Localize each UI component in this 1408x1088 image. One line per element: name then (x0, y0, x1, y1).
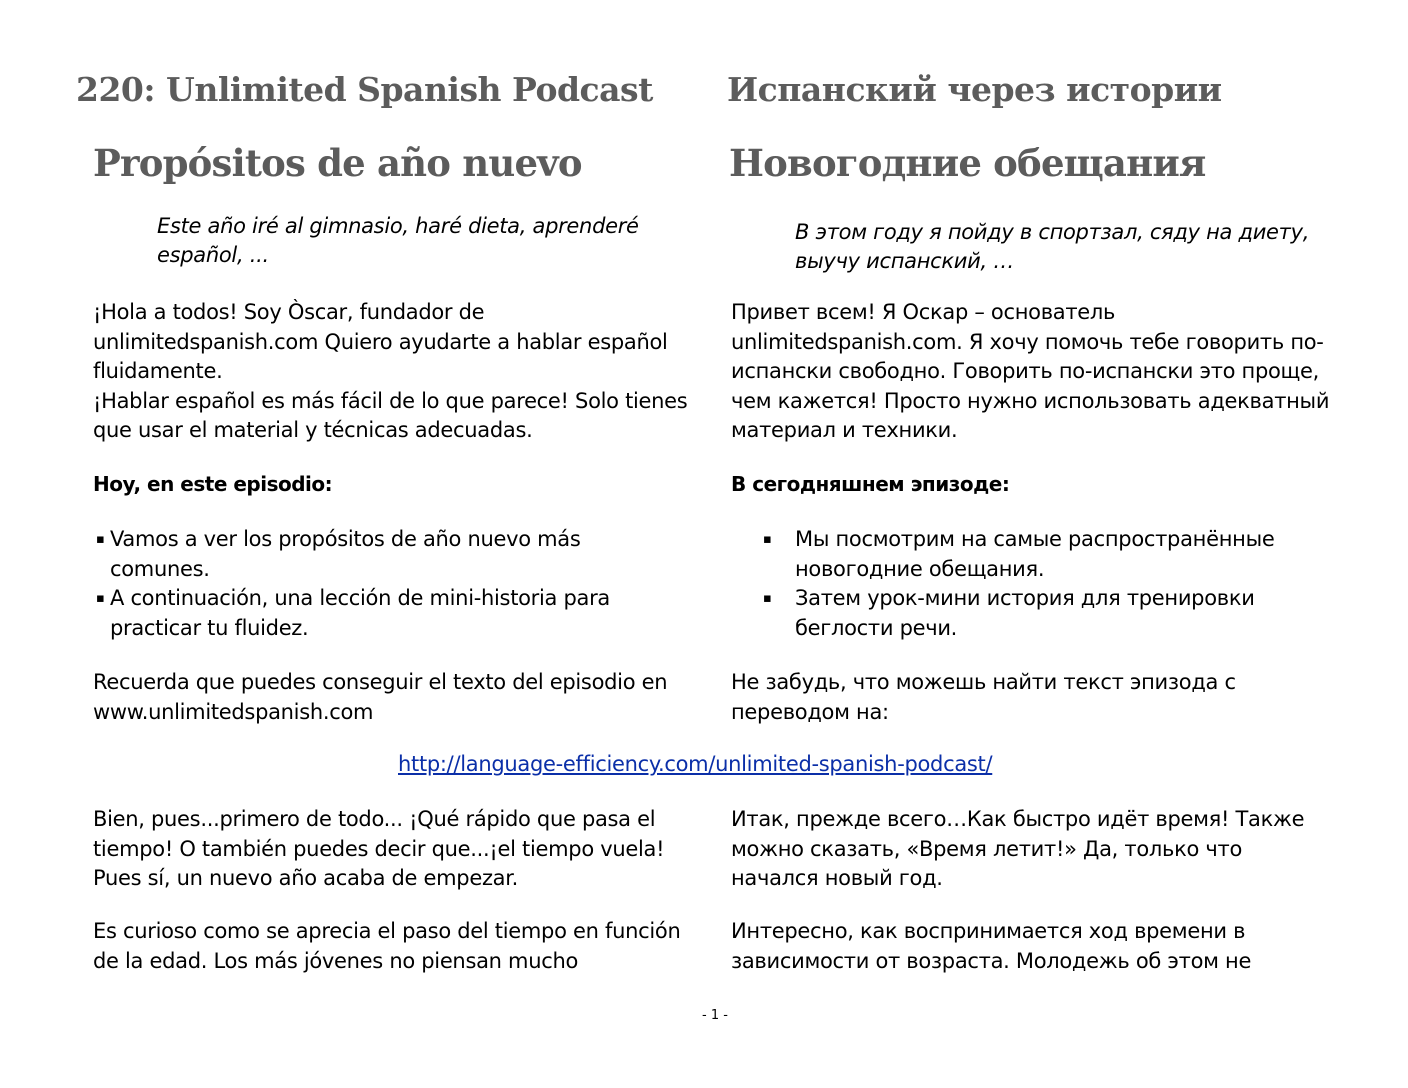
intro-es-line1: ¡Hola a todos! Soy Òscar, fundador de unlimitedspanish.com Quiero ayudarte a hablar español fluidamente. (93, 300, 668, 383)
reminder-es: Recuerda que puedes conseguir el texto del episodio en www.unlimitedspanish.com (93, 670, 668, 724)
intro-es (93, 298, 723, 446)
podcast-link[interactable]: http://language-efficiency.com/unlimited-spanish-podcast/ (398, 752, 993, 776)
bullet-icon: ▪ (96, 591, 105, 606)
list-item (763, 584, 1343, 643)
intro-ru: Привет всем! Я Оскар – основатель unlimitedspanish.com. Я хочу помочь тебе говорить по-испански свободно. Говорить по-испански это проще, чем кажется! Просто нужно использовать адекватный материал и техники. (731, 300, 1330, 442)
bullet-icon: ▪ (763, 532, 772, 547)
bullet-text: Мы посмотрим на самые распространённые новогодние обещания. (795, 527, 1275, 581)
bullet-text: A continuación, una lección de mini-historia para practicar tu fluidez. (110, 586, 610, 640)
bullet-text: Vamos a ver los propósitos de año nuevo más comunes. (110, 527, 581, 581)
paragraph-ru-1: Итак, прежде всего…Как быстро идёт время! Также можно сказать, «Время летит!» Да, только что начался новый год. (731, 807, 1305, 890)
intro-es-line2: ¡Hablar español es más fácil de lo que parece! Solo tienes que usar el material y técnicas adecuadas. (93, 388, 688, 442)
list-item (96, 525, 656, 584)
section-heading-es: Hoy, en este episodio: (93, 472, 333, 496)
episode-title-ru: Новогодние обещания (729, 141, 1206, 185)
podcast-title-ru: Испанский через истории (727, 70, 1222, 109)
list-item (96, 584, 656, 643)
bullet-icon: ▪ (763, 591, 772, 606)
bullet-list-ru (763, 525, 1343, 643)
paragraph-es-1: Bien, pues...primero de todo... ¡Qué rápido que pasa el tiempo! O también puedes decir que...¡el tiempo vuela! Pues sí, un nuevo año acaba de empezar. (93, 807, 665, 890)
subtitle-ru-text: В этом году я пойду в спортзал, сяду на диету, выучу испанский, … (795, 220, 1310, 273)
bullet-list-es (96, 525, 656, 643)
podcast-title-es: 220: Unlimited Spanish Podcast (76, 70, 653, 109)
paragraph-ru-2: Интересно, как воспринимается ход времени в зависимости от возраста. Молодежь об этом не (731, 919, 1252, 973)
subtitle-es (157, 212, 717, 270)
subtitle-es-text: Este año iré al gimnasio, haré dieta, aprenderé español, ... (157, 214, 639, 267)
bullet-icon: ▪ (96, 532, 105, 547)
section-heading-ru: В сегодняшнем эпизоде: (731, 472, 1010, 496)
episode-title-es: Propósitos de año nuevo (93, 141, 582, 185)
page-number: - 1 - (702, 1008, 728, 1023)
list-item (763, 525, 1343, 584)
paragraph-es-2: Es curioso como se aprecia el paso del tiempo en función de la edad. Los más jóvenes no piensan mucho (93, 919, 681, 973)
reminder-ru: Не забудь, что можешь найти текст эпизода с переводом на: (731, 670, 1236, 724)
bullet-text: Затем урок-мини история для тренировки беглости речи. (795, 586, 1255, 640)
subtitle-ru (795, 218, 1335, 276)
